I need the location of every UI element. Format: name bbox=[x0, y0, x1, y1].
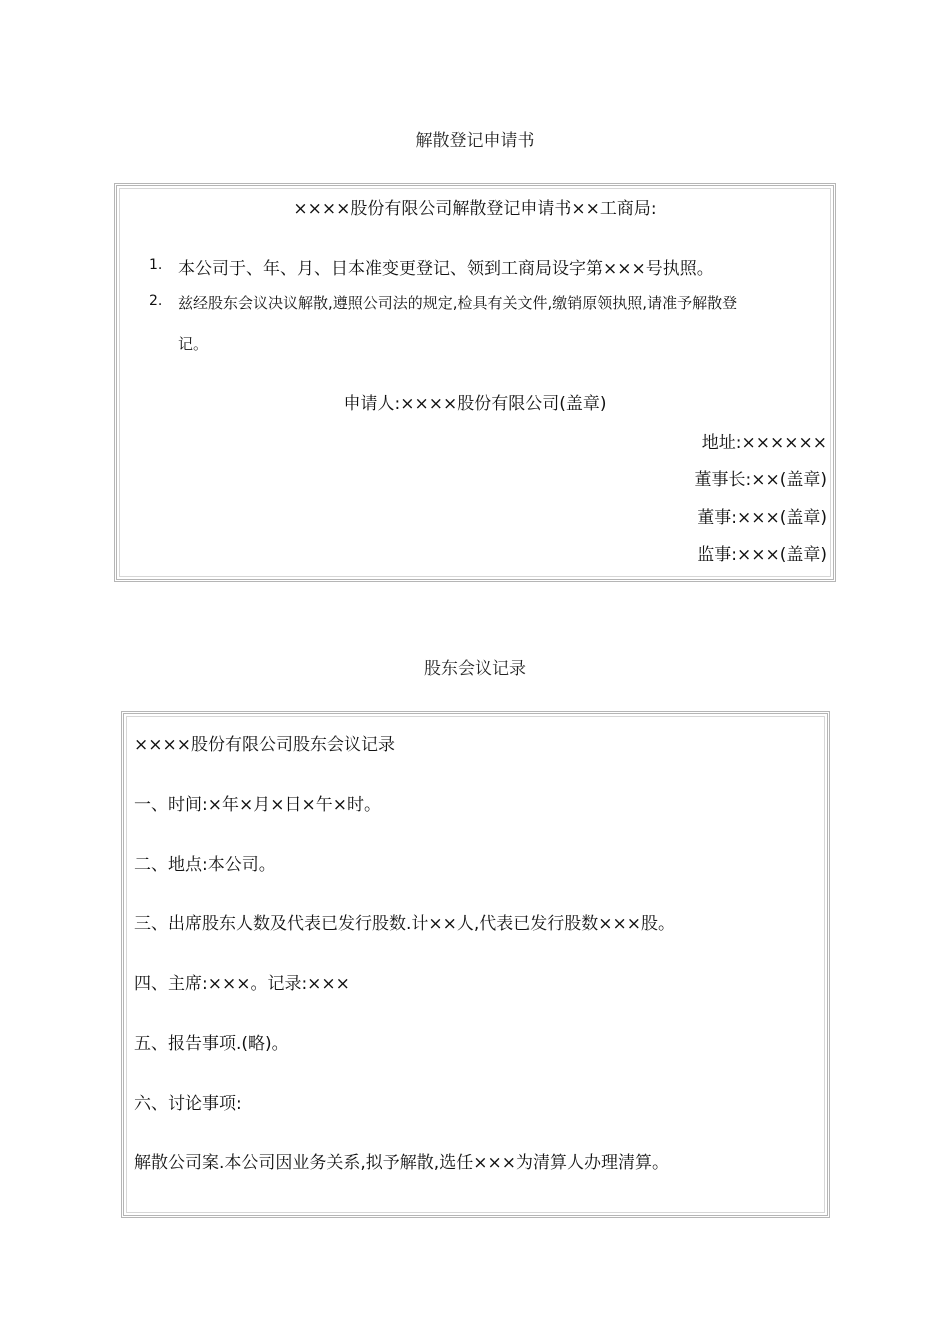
item2-number: 2. bbox=[149, 293, 163, 309]
dissolution-application-box bbox=[114, 183, 836, 582]
shareholder-meeting-box bbox=[121, 711, 830, 1218]
supervisor-line: 监事:×××(盖章) bbox=[697, 545, 827, 565]
meeting-report: 五、报告事项.(略)。 bbox=[134, 1034, 289, 1054]
section1-title: 解散登记申请书 bbox=[415, 131, 535, 151]
item2-text-line2: 记。 bbox=[178, 335, 209, 353]
chairman-line: 董事长:××(盖章) bbox=[694, 470, 827, 490]
applicant-line: 申请人:××××股份有限公司(盖章) bbox=[343, 394, 607, 414]
meeting-heading: ××××股份有限公司股东会议记录 bbox=[134, 735, 395, 755]
item1-number: 1. bbox=[149, 257, 163, 273]
meeting-attendance: 三、出席股东人数及代表已发行股数.计××人,代表已发行股数×××股。 bbox=[134, 914, 676, 934]
director-line: 董事:×××(盖章) bbox=[697, 508, 827, 528]
meeting-chair: 四、主席:×××。记录:××× bbox=[134, 974, 350, 994]
meeting-time: 一、时间:×年×月×日×午×时。 bbox=[134, 795, 381, 815]
section2-title: 股东会议记录 bbox=[424, 659, 526, 679]
meeting-discussion: 六、讨论事项: bbox=[134, 1094, 242, 1114]
item1-text: 本公司于、年、月、日本准变更登记、领到工商局设字第×××号执照。 bbox=[178, 259, 714, 279]
meeting-resolution: 解散公司案.本公司因业务关系,拟予解散,选任×××为清算人办理清算。 bbox=[134, 1153, 669, 1173]
item2-text-line1: 兹经股东会议决议解散,遵照公司法的规定,检具有关文件,缴销原领执照,请准予解散登 bbox=[178, 294, 738, 312]
application-heading: ××××股份有限公司解散登记申请书××工商局: bbox=[293, 199, 657, 219]
address-line: 地址:×××××× bbox=[701, 433, 827, 453]
meeting-place: 二、地点:本公司。 bbox=[134, 855, 276, 875]
